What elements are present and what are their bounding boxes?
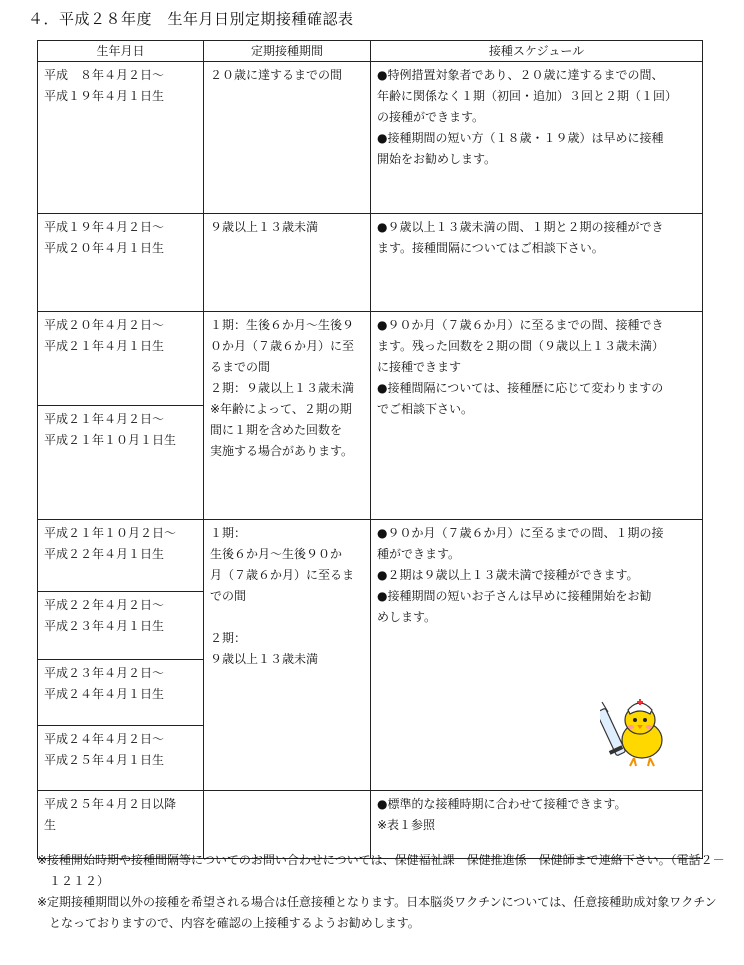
schedule-line: ●標準的な接種時期に合わせて接種できます。 [377,797,627,811]
birthdate-line: 平成２４年４月２日～ [44,732,165,746]
schedule-line: に接種できます [377,360,462,374]
nurse-chick-illustration [600,690,672,770]
schedule-line: ●２期は９歳以上１３歳未満で接種ができます。 [377,568,639,582]
birthdate-line: 平成２３年４月１日生 [44,619,165,633]
schedule-line: ●特例措置対象者であり、２０歳に達するまでの間、 [377,68,664,82]
schedule-line: ●９歳以上１３歳未満の間、１期と２期の接種ができ [377,220,664,234]
period-line: ※年齢によって、２期の期 [210,402,352,416]
table-row [38,62,703,214]
header-schedule: 接種スケジュール [371,41,703,62]
schedule-cell [371,312,703,520]
table-row [38,791,703,859]
schedule-cell [371,62,703,214]
period-line: ２０歳に達するまでの間 [210,68,343,82]
period-line: 間に１期を含めた回数を [210,423,343,437]
birthdate-cell [38,312,204,406]
birthdate-line: 平成２３年４月２日～ [44,666,165,680]
period-line: 月（７歳６か月）に至るま [210,568,355,582]
syringe-icon [600,702,626,756]
birthdate-line: 平成２０年４月２日～ [44,318,165,332]
schedule-line: ます。残った回数を２期の間（９歳以上１３歳未満） [377,339,665,353]
schedule-line: でご相談下さい。 [377,402,474,416]
schedule-line: ●接種期間の短い方（１８歳・１９歳）は早めに接種 [377,131,664,145]
period-line: １期：生後６か月～生後９ [210,318,355,332]
period-cell [204,214,371,312]
birthdate-line: 平成１９年４月２日～ [44,220,165,234]
schedule-line: の接種ができます。 [377,110,485,124]
birthdate-line: 平成 ８年４月２日～ [44,68,165,82]
page-title: ４．平成２８年度 生年月日別定期接種確認表 [28,10,354,28]
birthdate-line: 生 [44,818,57,832]
spacer [210,607,364,628]
birthdate-cell [38,726,204,791]
schedule-item [377,523,696,565]
period-line: ９歳以上１３歳未満 [210,220,319,234]
birthdate-line: 平成２０年４月１日生 [44,241,165,255]
table-header-row [38,41,703,62]
schedule-line: めします。 [377,610,437,624]
birthdate-line: 平成２１年４月１日生 [44,339,165,353]
birthdate-cell [38,214,204,312]
period-line: 生後６か月～生後９０か [210,547,343,561]
schedule-item [377,378,696,420]
schedule-line: 開始をお勧めします。 [377,152,497,166]
header-birthdate: 生年月日 [38,41,204,62]
table-row [38,214,703,312]
birthdate-line: 平成２１年１０月２日～ [44,526,177,540]
schedule-cell [371,214,703,312]
period-cell [204,791,371,859]
birthdate-line: 平成２１年４月２日～ [44,412,165,426]
schedule-item [377,65,696,128]
table-row [38,312,703,406]
period-cell [204,62,371,214]
schedule-line: ●９０か月（７歳６か月）に至るまでの間、１期の接 [377,526,664,540]
birthdate-cell [38,592,204,660]
period-line: １期： [210,526,247,540]
schedule-line: ます。接種間隔についてはご相談下さい。 [377,241,604,255]
period-line: 実施する場合があります。 [210,444,354,458]
period-line: ２期： [210,631,247,645]
schedule-line: ※表１参照 [377,818,436,832]
schedule-item [377,315,696,378]
birthdate-line: 平成２５年４月１日生 [44,753,165,767]
footnotes [37,850,727,934]
birthdate-cell [38,62,204,214]
period-line: るまでの間 [210,360,271,374]
period-line: での間 [210,589,247,603]
birthdate-line: 平成２１年１０月１日生 [44,433,177,447]
schedule-cell [371,791,703,859]
header-period: 定期接種期間 [204,41,371,62]
schedule-line: ●接種間隔については、接種歴に応じて変わりますの [377,381,664,395]
schedule-line: ●接種期間の短いお子さんは早めに接種開始をお勧 [377,589,652,603]
schedule-line: 年齢に関係なく１期（初回・追加）３回と２期（１回） [377,89,678,103]
birthdate-line: 平成１９年４月１日生 [44,89,165,103]
birthdate-line: 平成２２年４月１日生 [44,547,165,561]
schedule-item [377,565,696,586]
birthdate-line: 平成２５年４月２日以降 [44,797,177,811]
period-cell [204,312,371,520]
period-line: ２期：９歳以上１３歳未満 [210,381,355,395]
birthdate-cell [38,406,204,520]
birthdate-line: 平成２４年４月１日生 [44,687,165,701]
schedule-item [377,586,696,628]
table-row [38,520,703,592]
period-cell [204,520,371,791]
birthdate-cell [38,791,204,859]
birthdate-cell [38,660,204,726]
birthdate-line: 平成２２年４月２日～ [44,598,165,612]
birthdate-cell [38,520,204,592]
footnote: ※定期接種期間以外の接種を希望される場合は任意接種となります。日本脳炎ワクチンについては、任意接種助成対象ワクチンとなっておりますので、内容を確認の上接種するようお勧めします。 [37,895,717,930]
footnote: ※接種開始時期や接種間隔等についてのお問い合わせについては、保健福祉課 保健推進係 保健師まで連絡下さい。（電話２－１２１２） [37,853,725,888]
period-line: ０か月（７歳６か月）に至 [210,339,355,353]
schedule-item [377,128,696,170]
schedule-line: 種ができます。 [377,547,461,561]
schedule-line: ●９０か月（７歳６か月）に至るまでの間、接種でき [377,318,664,332]
period-line: ９歳以上１３歳未満 [210,652,319,666]
